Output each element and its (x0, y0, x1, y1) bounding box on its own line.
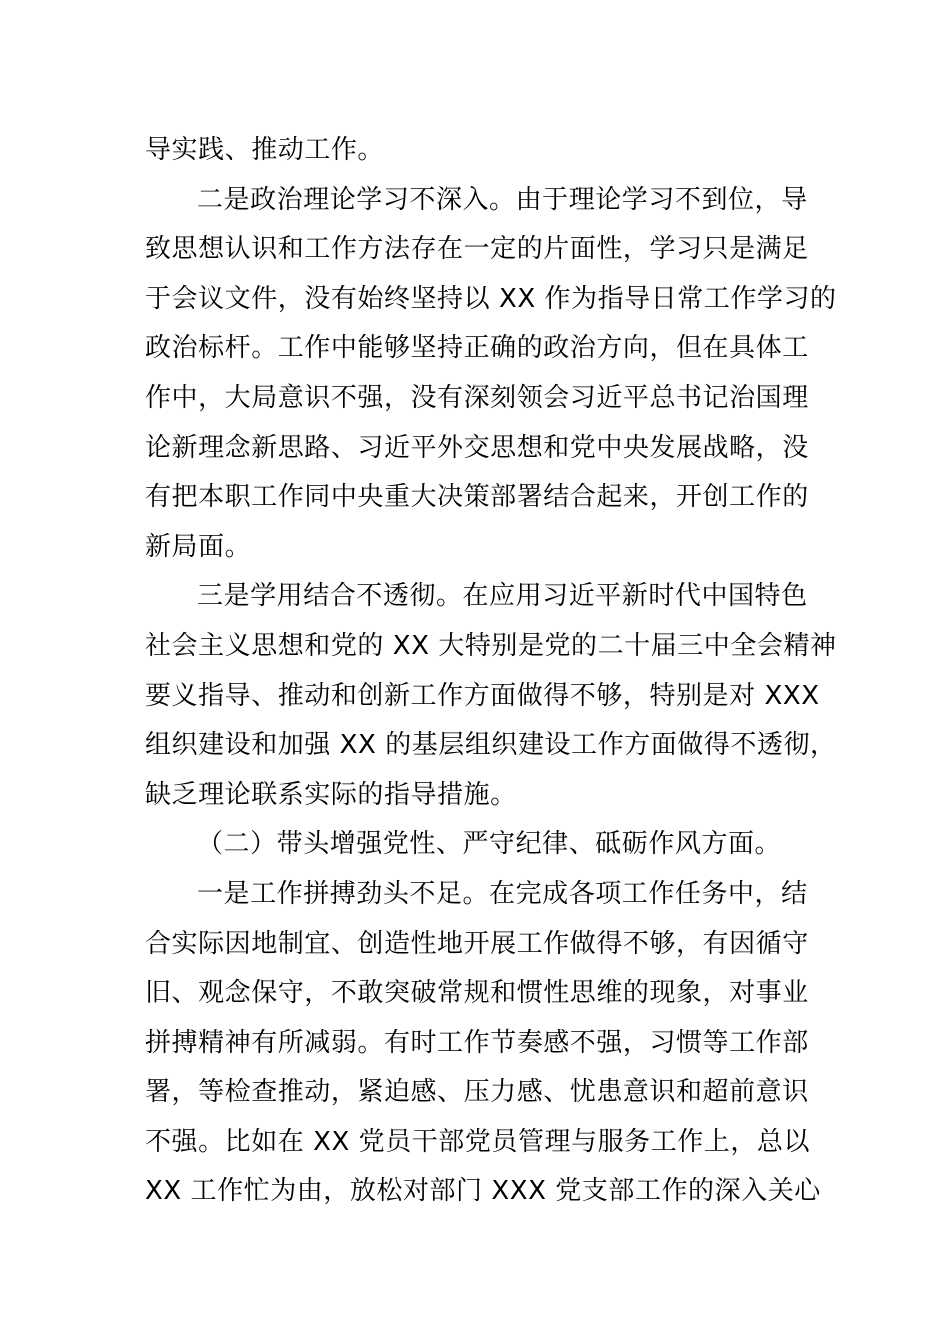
text-line: 致思想认识和工作方法存在一定的片面性，学习只是满足 (145, 234, 809, 265)
text-line: 政治标杆。工作中能够坚持正确的政治方向，但在具体工 (145, 333, 809, 364)
text-line: 作中，大局意识不强，没有深刻领会习近平总书记治国理 (145, 382, 809, 413)
text-line: XX 工作忙为由，放松对部门 XXX 党支部工作的深入关心 (145, 1176, 821, 1207)
text-line: 新局面。 (145, 531, 252, 562)
text-line: 缺乏理论联系实际的指导措施。 (145, 779, 517, 810)
text-line: 旧、观念保守，不敢突破常规和惯性思维的现象，对事业 (145, 978, 809, 1009)
text-line: 不强。比如在 XX 党员干部党员管理与服务工作上，总以 (145, 1126, 811, 1157)
paragraph-start-line: 一是工作拼搏劲头不足。在完成各项工作任务中，结 (197, 878, 808, 909)
paragraph-start-line: 二是政治理论学习不深入。由于理论学习不到位，导 (197, 184, 808, 215)
text-line: 导实践、推动工作。 (145, 135, 384, 165)
text-line: 于会议文件，没有始终坚持以 XX 作为指导日常工作学习的 (145, 283, 837, 314)
text-line: 合实际因地制宜、创造性地开展工作做得不够，有因循守 (145, 928, 809, 959)
text-line: 要义指导、推动和创新工作方面做得不够，特别是对 XXX (145, 680, 820, 711)
text-line: 社会主义思想和党的 XX 大特别是党的二十届三中全会精神 (145, 630, 837, 661)
text-line: 组织建设和加强 XX 的基层组织建设工作方面做得不透彻， (145, 730, 837, 761)
text-line: 有把本职工作同中央重大决策部署结合起来，开创工作的 (145, 482, 809, 513)
document-body (145, 126, 837, 1217)
section-heading: （二）带头增强党性、严守纪律、砥砺作风方面。 (197, 829, 782, 860)
text-line: 拼搏精神有所减弱。有时工作节奏感不强，习惯等工作部 (145, 1027, 809, 1058)
paragraph-start-line: 三是学用结合不透彻。在应用习近平新时代中国特色 (197, 581, 808, 612)
text-line: 论新理念新思路、习近平外交思想和党中央发展战略，没 (145, 432, 809, 463)
text-line: 署，等检查推动，紧迫感、压力感、忧患意识和超前意识 (145, 1077, 809, 1108)
